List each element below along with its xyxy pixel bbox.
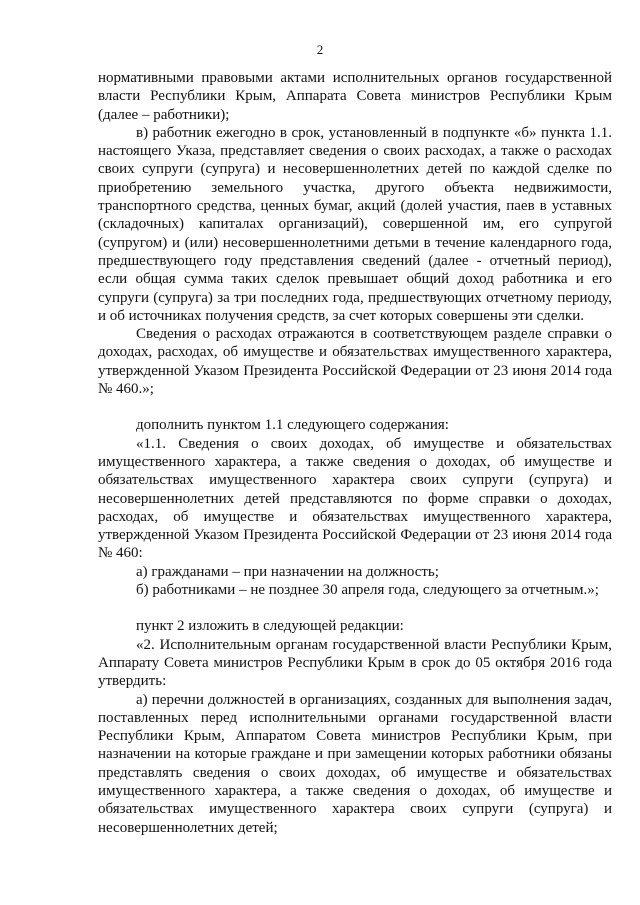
paragraph-3: Сведения о расходах отражаются в соответствующем разделе справки о доходах, расходах, об имуществе и обязательствах имущественного характера, утвержденной Указом Президента Российской Федерации от 23 июня 2014 года № 460.»; xyxy=(98,326,612,398)
paragraph-5: «1.1. Сведения о своих доходах, об имуществе и обязательствах имущественного характера, а также сведения о доходах, об имуществе и обязательствах имущественного характера своих супруги (супруга) и несовершеннолетних детей представляются по форме справки о доходах, расходах, об имуществе и обязательствах имущественного характера, утвержденной Указом Президента Российской Федерации от 23 июня 2014 года № 460: xyxy=(98,435,612,562)
paragraph-8: пункт 2 изложить в следующей редакции: xyxy=(136,618,404,635)
paragraph-9: «2. Исполнительным органам государственной власти Республики Крым, Аппарату Совета министров Республики Крым в срок до 05 октября 2016 года утвердить: xyxy=(98,636,612,690)
page-number: 2 xyxy=(316,42,324,57)
paragraph-2: в) работник ежегодно в срок, установленный в подпункте «б» пункта 1.1. настоящего Указа, представляет сведения о своих расходах, а также о расходах своих супруги (супруга) и несовершеннолетних детей по каждой сделке по приобретению земельного участка, другого объекта недвижимости, транспортного средства, ценных бумаг, акций (долей участия, паев в уставных (складочных) капиталах организаций), совершенной им, его супругой (супругом) и (или) несовершеннолетними детьми в течение календарного года, предшествующего году представления сведений (далее - отчетный период), если общая сумма таких сделок превышает общий доход работника и его супруги (супруга) за три последних года, предшествующих отчетному периоду, и об источниках получения средств, за счет которых совершены эти сделки. xyxy=(98,124,612,324)
paragraph-6: а) гражданами – при назначении на должность; xyxy=(136,563,439,580)
paragraph-1: нормативными правовыми актами исполнительных органов государственной власти Республики Крым, Аппарата Совета министров Республики Крым (далее – работники); xyxy=(98,70,612,123)
document-body xyxy=(98,69,612,837)
paragraph-4: дополнить пунктом 1.1 следующего содержания: xyxy=(136,417,449,434)
paragraph-10: а) перечни должностей в организациях, созданных для выполнения задач, поставленных перед исполнительными органами государственной власти Республики Крым, Аппаратом Совета министров Республики Крым, при назначении на которые граждане и при замещении которых работники обязаны представлять сведения о своих доходах, об имуществе и обязательствах имущественного характера, а также сведения о доходах, об имуществе и обязательствах имущественного характера своих супруги (супруга) и несовершеннолетних детей; xyxy=(98,691,612,836)
paragraph-7: б) работниками – не позднее 30 апреля года, следующего за отчетным.»; xyxy=(136,582,599,599)
